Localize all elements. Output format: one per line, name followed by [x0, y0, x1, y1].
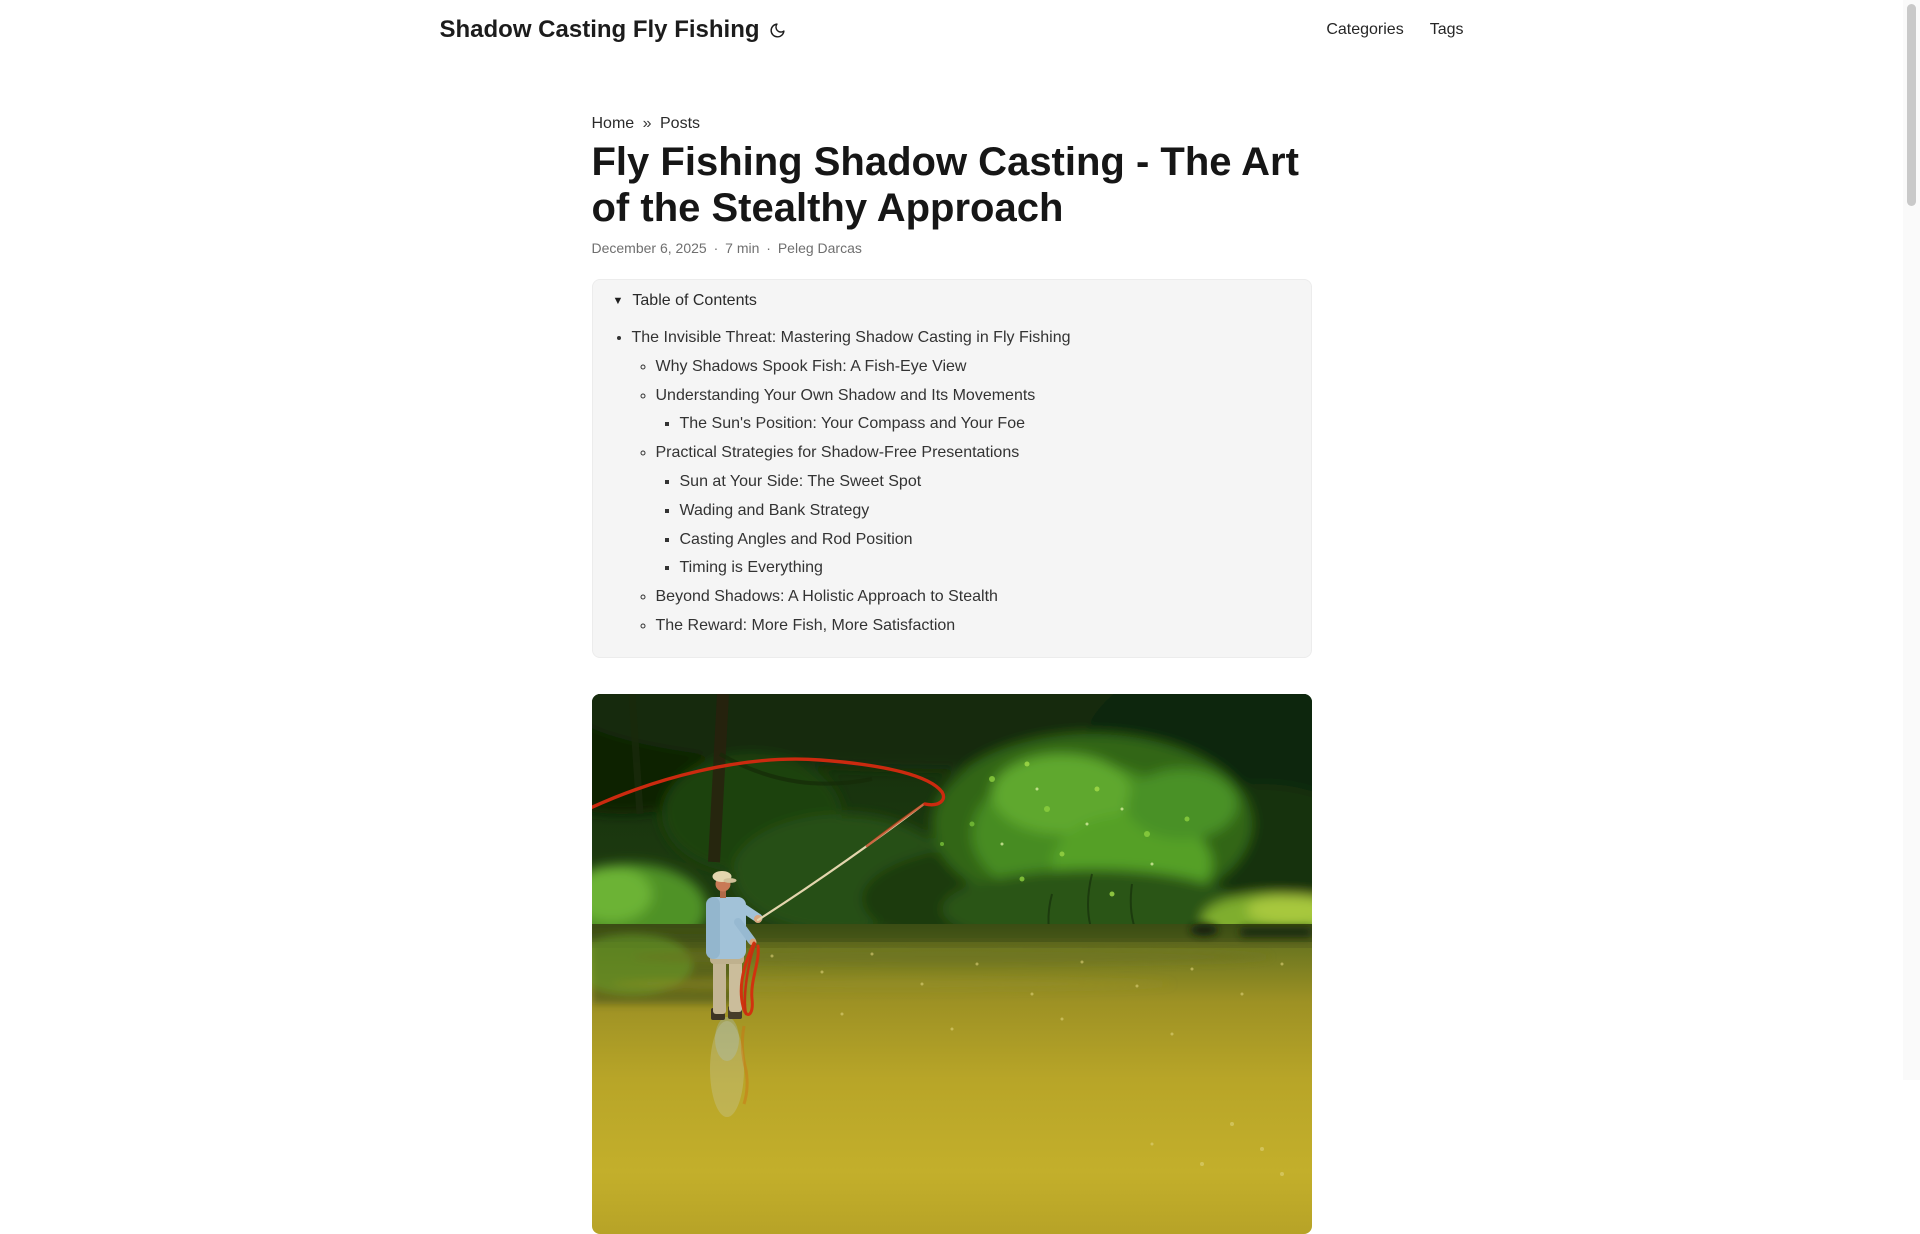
top-nav — [1326, 0, 1463, 60]
toc-link[interactable]: Why Shadows Spook Fish: A Fish-Eye View — [656, 358, 967, 375]
toc-link[interactable]: The Sun's Position: Your Compass and Your Foe — [680, 415, 1026, 432]
toc-item — [680, 497, 1291, 526]
meta-separator: · — [714, 240, 719, 256]
toc-list — [613, 324, 1291, 641]
toc-link[interactable]: Timing is Everything — [680, 559, 823, 576]
post-title: Fly Fishing Shadow Casting - The Art of the Stealthy Approach — [592, 139, 1312, 231]
nav-item-tags[interactable]: Tags — [1430, 0, 1464, 60]
toc-link[interactable]: Understanding Your Own Shadow and Its Movements — [656, 387, 1036, 404]
toc-item — [680, 468, 1291, 497]
meta-separator: · — [766, 240, 771, 256]
post-reading-time: 7 min — [725, 240, 759, 256]
toc-item — [656, 583, 1291, 612]
toc-link[interactable]: Sun at Your Side: The Sweet Spot — [680, 473, 922, 490]
toc-link[interactable]: The Invisible Threat: Mastering Shadow Casting in Fly Fishing — [632, 329, 1071, 346]
post-date: December 6, 2025 — [592, 240, 707, 256]
breadcrumb — [592, 113, 1312, 134]
toc-item — [656, 382, 1291, 440]
moon-icon — [769, 22, 786, 39]
toc-item — [656, 612, 1291, 641]
post-header — [592, 139, 1312, 256]
toc-link[interactable]: Beyond Shadows: A Holistic Approach to Stealth — [656, 588, 998, 605]
main-content — [592, 60, 1312, 1234]
toc-summary[interactable] — [613, 292, 1291, 310]
forest-foliage — [592, 694, 1312, 954]
scrollbar-thumb[interactable] — [1907, 4, 1916, 206]
cover-photo-svg — [592, 694, 1312, 1234]
toc-link[interactable]: Casting Angles and Rod Position — [680, 531, 913, 548]
site-header — [0, 0, 1903, 60]
nav-item-categories[interactable]: Categories — [1326, 0, 1403, 60]
post-author: Peleg Darcas — [778, 240, 862, 256]
toc-link[interactable]: Practical Strategies for Shadow-Free Presentations — [656, 444, 1020, 461]
theme-toggle-button[interactable] — [769, 22, 786, 39]
post-article — [592, 113, 1312, 1234]
post-meta — [592, 240, 1312, 256]
scrollbar-track[interactable] — [1903, 0, 1920, 1080]
toc-item — [656, 353, 1291, 382]
post-cover-image — [592, 694, 1312, 1234]
toc-collapse-triangle-icon: ▼ — [613, 295, 624, 307]
breadcrumb-separator: » — [643, 115, 652, 132]
table-of-contents — [592, 279, 1312, 658]
toc-item — [680, 554, 1291, 583]
toc-item — [680, 526, 1291, 555]
toc-item — [656, 439, 1291, 583]
toc-item — [680, 410, 1291, 439]
toc-link[interactable]: The Reward: More Fish, More Satisfaction — [656, 617, 956, 634]
breadcrumb-posts-link[interactable]: Posts — [660, 115, 700, 132]
toc-title: Table of Contents — [632, 292, 757, 309]
toc-item — [632, 324, 1291, 641]
toc-link[interactable]: Wading and Bank Strategy — [680, 502, 870, 519]
breadcrumb-home-link[interactable]: Home — [592, 115, 635, 132]
site-title-link[interactable]: Shadow Casting Fly Fishing — [440, 16, 760, 44]
